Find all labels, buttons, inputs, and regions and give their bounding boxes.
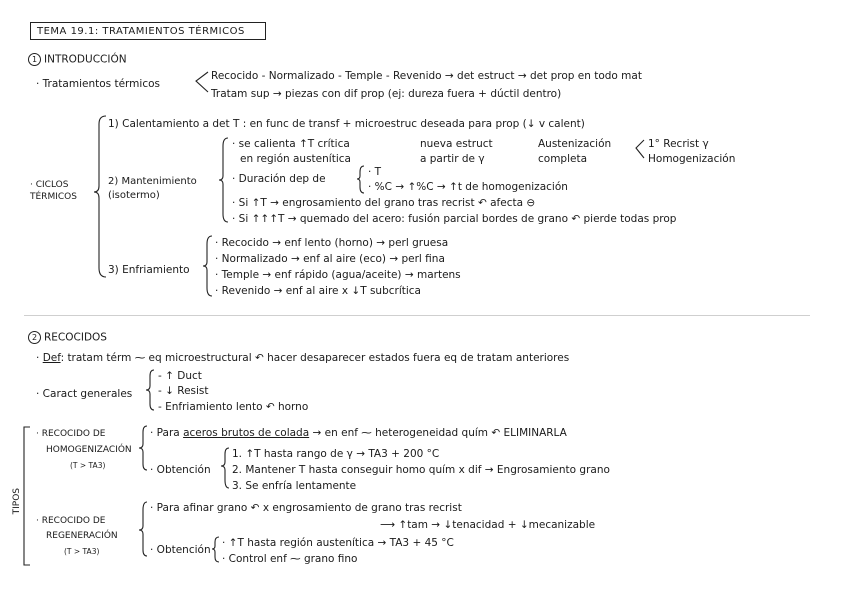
c2-b3: · %C → ↑%C → ↑t de homogenización <box>368 181 568 193</box>
tipos-label: TIPOS <box>12 488 22 515</box>
section-2-title: RECOCIDOS <box>44 331 107 344</box>
ciclo-1: 1) Calentamiento a det T : en func de transf + microestruc deseada para prop (↓ v calent) <box>108 118 585 130</box>
c3-2: · Normalizado → enf al aire (eco) → perl fina <box>215 253 445 265</box>
carac-1: - ↑ Duct <box>158 370 202 382</box>
c2-a8: Homogenización <box>648 153 736 165</box>
homo-para-pre: · Para <box>150 427 180 439</box>
regen-para-2: ⟶ ↑tam → ↓tenacidad + ↓mecanizable <box>380 519 596 531</box>
def-text: : tratam térm ⁓ eq microestructural ↶ hacer desaparecer estados fuera eq de tratam anteriores <box>60 352 570 364</box>
regen-para: · Para afinar grano ↶ x engrosamiento de grano tras recrist <box>150 502 462 514</box>
c2-a6: completa <box>538 153 588 165</box>
homo-label-2: HOMOGENIZACIÓN <box>46 445 132 455</box>
c3-4: · Revenido → enf al aire x ↓T subcrítica <box>215 285 421 297</box>
ciclos-label: · CICLOS <box>30 180 69 190</box>
brace-mantenimiento <box>219 138 228 222</box>
regen-label-3: (T > TA3) <box>64 547 100 556</box>
tt-label: · Tratamientos térmicos <box>36 78 160 90</box>
ciclo-3-label: 3) Enfriamiento <box>108 264 190 276</box>
brace-duracion <box>357 166 364 193</box>
c3-1: · Recocido → enf lento (horno) → perl gruesa <box>215 237 449 249</box>
c2-a3: nueva estruct <box>420 138 493 150</box>
page-title: TEMA 19.1: TRATAMIENTOS TÉRMICOS <box>30 22 266 40</box>
regen-o2: · Control enf ⁓ grano fino <box>222 553 358 565</box>
ciclo-2-label: 2) Mantenimiento (isotermo) <box>108 176 197 201</box>
brace-regen-obt <box>212 537 219 562</box>
c2-a5: Austenización <box>538 138 612 150</box>
brace-regen <box>139 502 147 556</box>
c2-a7: 1° Recrist γ <box>648 138 709 150</box>
regen-label-2: REGENERACIÓN <box>46 531 118 541</box>
c2-b1: · Duración dep de <box>232 173 326 185</box>
c2-a2: en región austenítica <box>240 153 351 165</box>
c2-a1: · se calienta ↑T crítica <box>232 138 350 150</box>
homo-obt: · Obtención <box>150 464 211 476</box>
section-number-badge: 2 <box>28 331 41 344</box>
c3-3: · Temple → enf rápido (agua/aceite) → martens <box>215 269 461 281</box>
carac-2: - ↓ Resist <box>158 385 209 397</box>
ciclos-label-2: TÉRMICOS <box>30 192 77 202</box>
c2-a4: a partir de γ <box>420 153 485 165</box>
c2-c: · Si ↑T → engrosamiento del grano tras recrist ↶ afecta ⊖ <box>232 197 536 209</box>
brace-enfriamiento <box>203 236 212 296</box>
def-label: Def <box>42 352 61 364</box>
homo-label-3: (T > TA3) <box>70 461 106 470</box>
c2-d: · Si ↑↑↑T → quemado del acero: fusión parcial bordes de grano ↶ pierde todas prop <box>232 213 677 225</box>
homo-label-1: · RECOCIDO DE <box>36 429 106 439</box>
section-1-title: INTRODUCCIÓN <box>44 53 127 66</box>
carac-3: - Enfriamiento lento ↶ horno <box>158 401 309 413</box>
carac-label: · Caract generales <box>36 388 133 400</box>
brace-austen <box>636 140 644 158</box>
homo-para-post: → en enf ⁓ heterogeneidad quím ↶ ELIMINARLA <box>312 427 567 439</box>
brace-homo-obt <box>221 448 229 488</box>
regen-label-1: · RECOCIDO DE <box>36 516 106 526</box>
brace-carac <box>146 370 154 410</box>
regen-obt: · Obtención <box>150 544 211 556</box>
homo-o2: 2. Mantener T hasta conseguir homo quím x dif → Engrosamiento grano <box>232 464 610 476</box>
homo-o1: 1. ↑T hasta rango de γ → TA3 + 200 °C <box>232 448 440 460</box>
section-number-badge: 1 <box>28 53 41 66</box>
brace-homo <box>139 426 147 470</box>
regen-o1: · ↑T hasta región austenítica → TA3 + 45 °C <box>222 537 454 549</box>
brace-ciclos <box>94 116 106 277</box>
brace-tt <box>196 72 208 92</box>
homo-o3: 3. Se enfría lentamente <box>232 480 357 492</box>
tt-line-2: Tratam sup → piezas con dif prop (ej: dureza fuera + dúctil dentro) <box>211 88 562 100</box>
homo-para-underline: aceros brutos de colada <box>183 427 310 439</box>
bracket-tipos <box>24 427 30 565</box>
c2-b2: · T <box>368 166 382 178</box>
def-line: · Def: tratam térm ⁓ eq microestructural ↶ hacer desaparecer estados fuera eq de tratam anteriores <box>36 352 570 364</box>
tt-line-1: Recocido - Normalizado - Temple - Revenido → det estruct → det prop en todo mat <box>211 70 642 82</box>
